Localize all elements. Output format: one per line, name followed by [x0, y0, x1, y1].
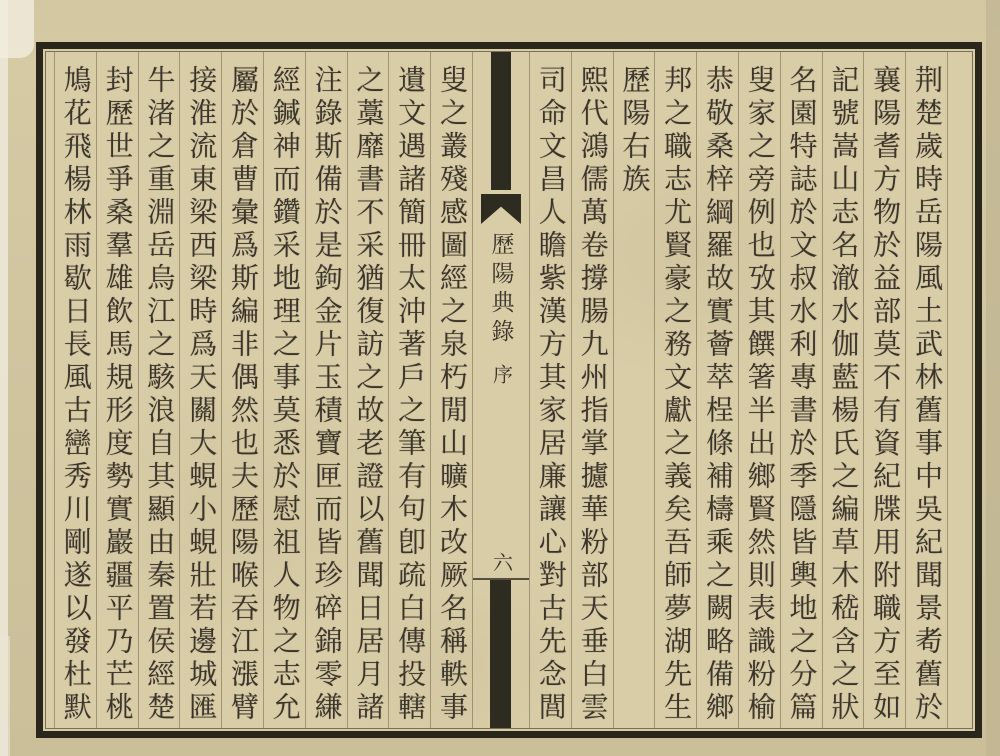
- left-page-text-column: 之藁靡書不采猶復訪之故老證以舊聞日居月諸: [347, 52, 389, 728]
- right-page-text-column: 荆楚歲時岳陽風土武林舊事中吳紀聞景耇舊於: [905, 52, 948, 728]
- scan-corner-top-left: [0, 0, 34, 58]
- right-page-text-column: 記號嵩山志名澈水伽藍楊氏之編草木嵇含之狀: [822, 52, 864, 728]
- left-page-text-column: 鳩花飛楊林雨歇日長風古巒秀川剛遂以發杜默: [54, 52, 96, 728]
- right-page-text-column: 司命文昌人瞻紫漢方其家居廉讓心對古先念閭: [529, 52, 571, 728]
- left-page-text-column: 遺文遇諸簡冊太沖著戶之筆有句卽疏白傳投轄: [388, 52, 430, 728]
- right-page-text-column: 襄陽耆方物於益部莫不有資紀牒用附職方至如: [863, 52, 905, 728]
- left-page-text-column: 封歷世爭桑羣雄飲馬規形度勢實巖疆平乃芒桃: [96, 52, 138, 728]
- left-page-text-column: 注錄斯備於是鉤金片玉積寶匣而皆珍碎錦零縑: [305, 52, 347, 728]
- left-page-text-column: 接淮流東梁西梁時爲天關大蜆小蜆壯若邊城匯: [179, 52, 221, 728]
- scan-edge-right: [986, 0, 1000, 756]
- book-title: 歷陽典錄: [488, 232, 514, 348]
- fishtail-icon: [481, 194, 521, 224]
- right-page-text-column: 恭敬桑梓綱羅故實薈萃桯條補檮乘之闕略備鄉: [696, 52, 738, 728]
- left-page-text-column: 屬於倉曹彙爲斯編非偶然也夫歷陽喉吞江漲臂: [221, 52, 263, 728]
- spine-column: [472, 52, 529, 728]
- spine-bar-bottom: [490, 580, 511, 728]
- right-page-text-column: 歷陽右族: [613, 52, 655, 728]
- right-page-text-column: 邦之職志尤賢豪之務文獻之義矣吾師夢湖先生: [654, 52, 696, 728]
- section-label: 序: [489, 364, 512, 384]
- left-page-text-column: 叟之叢殘感圖經之泉朽閒山曠木改厥名稱軼事: [430, 52, 472, 728]
- page-frame: [36, 42, 982, 738]
- page-number: 六: [489, 552, 512, 572]
- left-page-text-column: 牛渚之重淵岳烏江之駭浪自其顯由秦置侯經楚: [138, 52, 180, 728]
- right-page-text-column: 名園特誌於文叔水利專書於季隱皆輿地之分篇: [780, 52, 822, 728]
- text-columns-row: [46, 52, 972, 728]
- spine-bar-top: [491, 52, 511, 190]
- right-page-text-column: 熙代鴻儒萬卷撐腸九州指掌攄華粉部天垂白雲: [571, 52, 613, 728]
- right-page-text-column: 叟家之旁例也攷其饌箸半出鄉賢然則表識粉榆: [738, 52, 780, 728]
- scan-corner-bottom-left: [0, 636, 10, 756]
- left-page-text-column: 經鍼神而鑽采地理之事莫悉於慰祖人物之志允: [263, 52, 305, 728]
